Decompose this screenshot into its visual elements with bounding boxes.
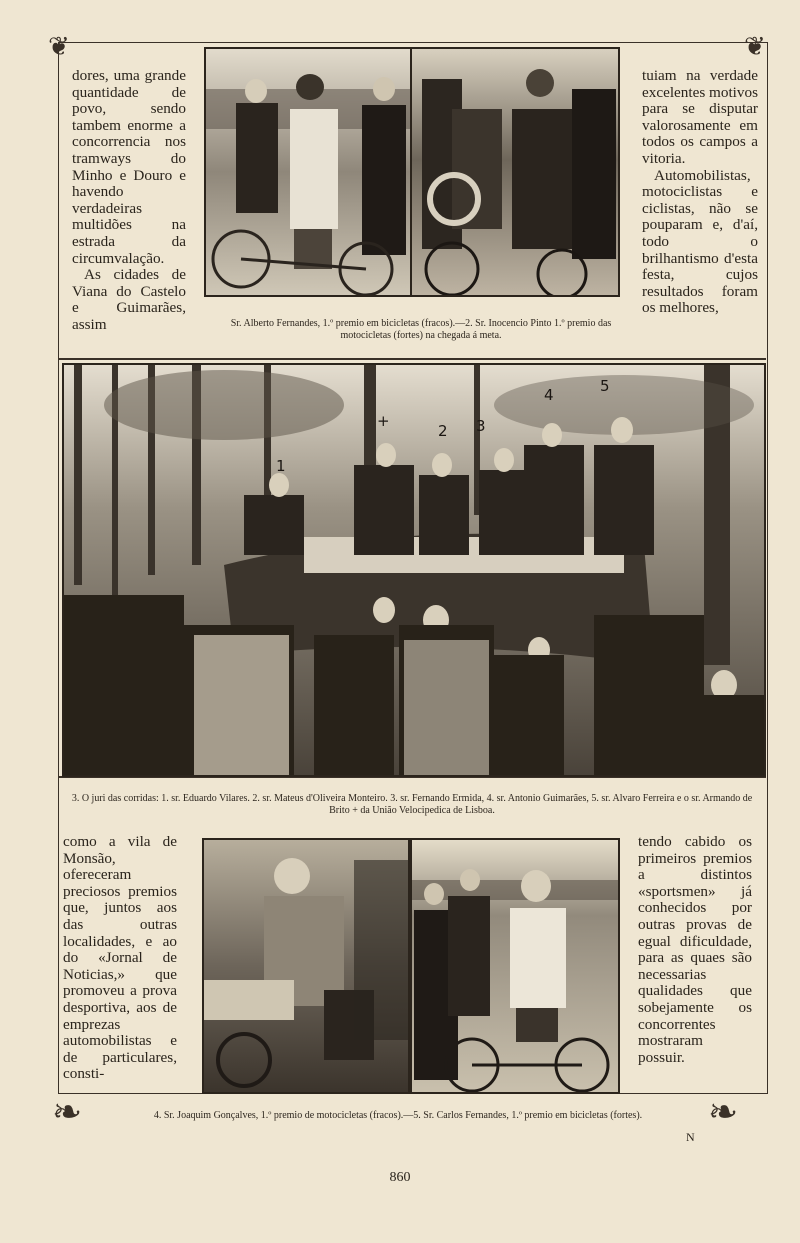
bottom-right-column [638,834,752,1066]
article-text-top-right: tuiam na verdade excelentes motivos para se disputar valorosamente em todos os campos a vitoria. [642,67,758,167]
article-text-bottom-left: como a vila de Monsão, ofereceram preciosos premios que, juntos aos das outras localidades, e ao do «Jornal de Noticias,» que promoveu a prova desportiva, aos de emprezas automobilistas e de particulares, consti- [63,833,177,1083]
article-text-bottom-right: tendo cabido os primeiros premios a distintos «sportsmen» já conhecidos por outras provas de egual dificuldade, para as quaes são necessarias qualidades que sobejamente os concorrentes mostraram possuir. [638,833,752,1066]
photo-alberto-fernandes [204,47,412,297]
photo-number-3: 3 [476,417,486,435]
photo-number-4: 4 [544,386,554,404]
photo-number-1: 1 [276,457,286,475]
side-mark: N [686,1130,695,1144]
photo-inocencio-pinto [410,47,620,297]
caption-bottom-photos: 4. Sr. Joaquim Gonçalves, 1.º premio de motocicletas (fracos).—5. Sr. Carlos Fernandes, 1.º premio em bicicletas (fortes). [153,1110,643,1121]
photo-carlos-fernandes [410,838,620,1094]
ornament-bottom-right: ❧ [708,1092,739,1132]
article-text-top-left-2: As cidades de Viana do Castelo e Guimarães, assim [72,266,186,333]
bottom-left-column [63,834,177,1083]
caption-top-photos: Sr. Alberto Fernandes, 1.º premio em bicicletas (fracos).—2. Sr. Inocencio Pinto 1.º premio das motocicletas (fortes) na chegada á meta. [230,318,612,341]
top-right-column [642,68,758,317]
ornament-bottom-left: ❧ [52,1092,83,1132]
photo-joaquim-goncalves [202,838,410,1094]
photo-number-5: 5 [600,377,610,395]
ornament-top-left: ❦ [48,32,70,61]
photo-jury [62,363,766,777]
photo-number-2: 2 [438,422,448,440]
caption-jury-photo: 3. O juri das corridas: 1. sr. Eduardo Vilares. 2. sr. Mateus d'Oliveira Monteiro. 3. sr. Fernando Ermida, 4. sr. Antonio Guimarães, 5. sr. Alvaro Ferreira e o sr. Armando de Brito + da União Velocipedica de Lisboa. [71,793,753,816]
ornament-top-right: ❦ [744,32,766,61]
divider-top [58,358,766,360]
photo-number-plus: + [377,412,390,430]
page-number: 860 [389,1170,411,1185]
article-text-top-right-2: Automobilistas, motociclistas e ciclistas, não se pouparam e, d'aí, todo o brilhantismo d'esta festa, cujos resultados foram os melhores, [642,166,758,317]
top-left-column [72,68,186,334]
article-text-top-left: dores, uma grande quantidade de povo, sendo tambem enorme a concorrencia nos tramways do Minho e Douro e havendo verdadeiras multidões na estrada da circumvalação. [72,67,186,267]
